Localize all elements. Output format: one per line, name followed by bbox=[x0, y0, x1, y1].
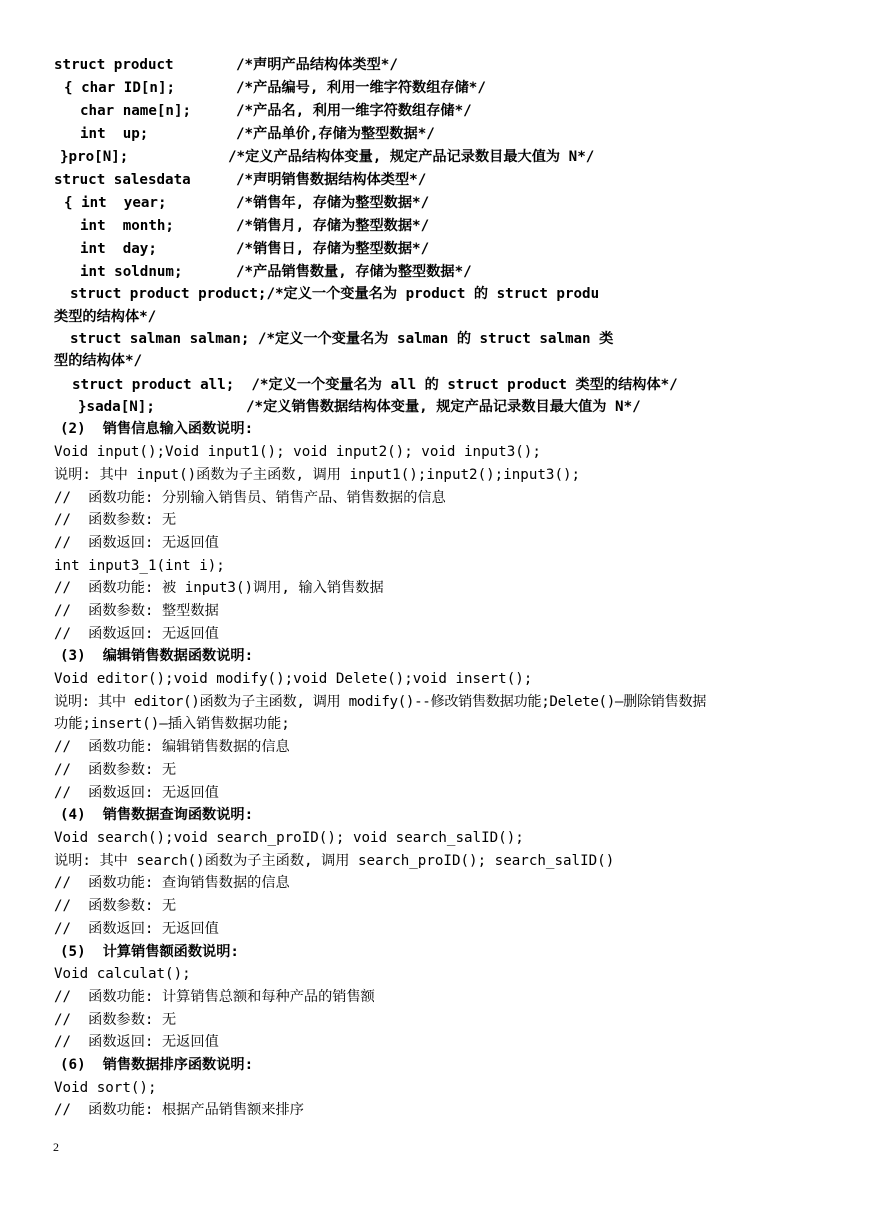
code-line: struct salesdata bbox=[54, 172, 191, 188]
text-line: 功能;insert()—插入销售数据功能; bbox=[54, 716, 290, 732]
comment-line: // 函数参数: 无 bbox=[54, 898, 177, 914]
code-comment: /*定义销售数据结构体变量, 规定产品记录数目最大值为 N*/ bbox=[246, 399, 641, 415]
comment-line: // 函数功能: 计算销售总额和每种产品的销售额 bbox=[54, 989, 375, 1005]
comment-line: // 函数返回: 无返回值 bbox=[54, 626, 219, 642]
code-comment: /*销售年, 存储为整型数据*/ bbox=[236, 195, 430, 211]
section-heading: (6) 销售数据排序函数说明: bbox=[60, 1057, 254, 1073]
comment-line: // 函数返回: 无返回值 bbox=[54, 785, 219, 801]
code-line: int soldnum; bbox=[80, 264, 183, 280]
code-line: }sada[N]; bbox=[78, 399, 155, 415]
code-line: struct product product;/*定义一个变量名为 product 的 struct produ bbox=[70, 286, 600, 302]
code-line: struct salman salman; /*定义一个变量名为 salman 的 struct salman 类 bbox=[70, 331, 614, 347]
comment-line: // 函数参数: 无 bbox=[54, 1012, 177, 1028]
comment-line: // 函数功能: 分别输入销售员、销售产品、销售数据的信息 bbox=[54, 490, 446, 506]
code-line: char name[n]; bbox=[80, 103, 192, 119]
comment-line: // 函数返回: 无返回值 bbox=[54, 535, 219, 551]
code-comment: /*产品单价,存储为整型数据*/ bbox=[236, 126, 435, 142]
section-heading: (4) 销售数据查询函数说明: bbox=[60, 807, 254, 823]
code-line: struct product all; /*定义一个变量名为 all 的 struct product 类型的结构体*/ bbox=[72, 377, 678, 393]
code-line: Void sort(); bbox=[54, 1080, 157, 1096]
comment-line: // 函数功能: 被 input3()调用, 输入销售数据 bbox=[54, 580, 384, 596]
code-line: int day; bbox=[80, 241, 157, 257]
code-comment: /*声明产品结构体类型*/ bbox=[236, 57, 398, 73]
text-line: 说明: 其中 search()函数为子主函数, 调用 search_proID(); search_salID() bbox=[54, 853, 615, 869]
comment-line: // 函数返回: 无返回值 bbox=[54, 1034, 219, 1050]
code-line: { int year; bbox=[64, 195, 167, 211]
code-comment: /*产品销售数量, 存储为整型数据*/ bbox=[236, 264, 472, 280]
code-line: Void input();Void input1(); void input2(); void input3(); bbox=[54, 444, 541, 460]
code-comment: /*产品编号, 利用一维字符数组存储*/ bbox=[236, 80, 486, 96]
page-number: 2 bbox=[53, 1140, 59, 1154]
code-line: int up; bbox=[80, 126, 149, 142]
comment-line: // 函数参数: 无 bbox=[54, 762, 177, 778]
code-comment: /*声明销售数据结构体类型*/ bbox=[236, 172, 427, 188]
section-heading: (2) 销售信息输入函数说明: bbox=[60, 421, 254, 437]
code-comment: /*销售月, 存储为整型数据*/ bbox=[236, 218, 430, 234]
code-line: Void calculat(); bbox=[54, 966, 191, 982]
comment-line: // 函数参数: 无 bbox=[54, 512, 177, 528]
text-line: 说明: 其中 editor()函数为子主函数, 调用 modify()--修改销售数据功能;Delete()—删除销售数据 bbox=[54, 694, 707, 710]
comment-line: // 函数参数: 整型数据 bbox=[54, 603, 219, 619]
code-line: Void search();void search_proID(); void search_salID(); bbox=[54, 830, 524, 846]
code-line: struct product bbox=[54, 57, 174, 73]
code-line: 类型的结构体*/ bbox=[54, 309, 157, 325]
code-comment: /*产品名, 利用一维字符数组存储*/ bbox=[236, 103, 472, 119]
section-heading: (3) 编辑销售数据函数说明: bbox=[60, 648, 254, 664]
code-line: }pro[N]; bbox=[60, 149, 129, 165]
comment-line: // 函数功能: 根据产品销售额来排序 bbox=[54, 1102, 304, 1118]
code-comment: /*销售日, 存储为整型数据*/ bbox=[236, 241, 430, 257]
comment-line: // 函数功能: 编辑销售数据的信息 bbox=[54, 739, 290, 755]
code-line: int month; bbox=[80, 218, 174, 234]
text-line: 说明: 其中 input()函数为子主函数, 调用 input1();input2();input3(); bbox=[54, 467, 581, 483]
comment-line: // 函数返回: 无返回值 bbox=[54, 921, 219, 937]
section-heading: (5) 计算销售额函数说明: bbox=[60, 944, 239, 960]
code-comment: /*定义产品结构体变量, 规定产品记录数目最大值为 N*/ bbox=[228, 149, 595, 165]
code-line: Void editor();void modify();void Delete();void insert(); bbox=[54, 671, 533, 687]
code-line: int input3_1(int i); bbox=[54, 558, 225, 574]
code-line: { char ID[n]; bbox=[64, 80, 176, 96]
comment-line: // 函数功能: 查询销售数据的信息 bbox=[54, 875, 290, 891]
code-line: 型的结构体*/ bbox=[54, 353, 143, 369]
